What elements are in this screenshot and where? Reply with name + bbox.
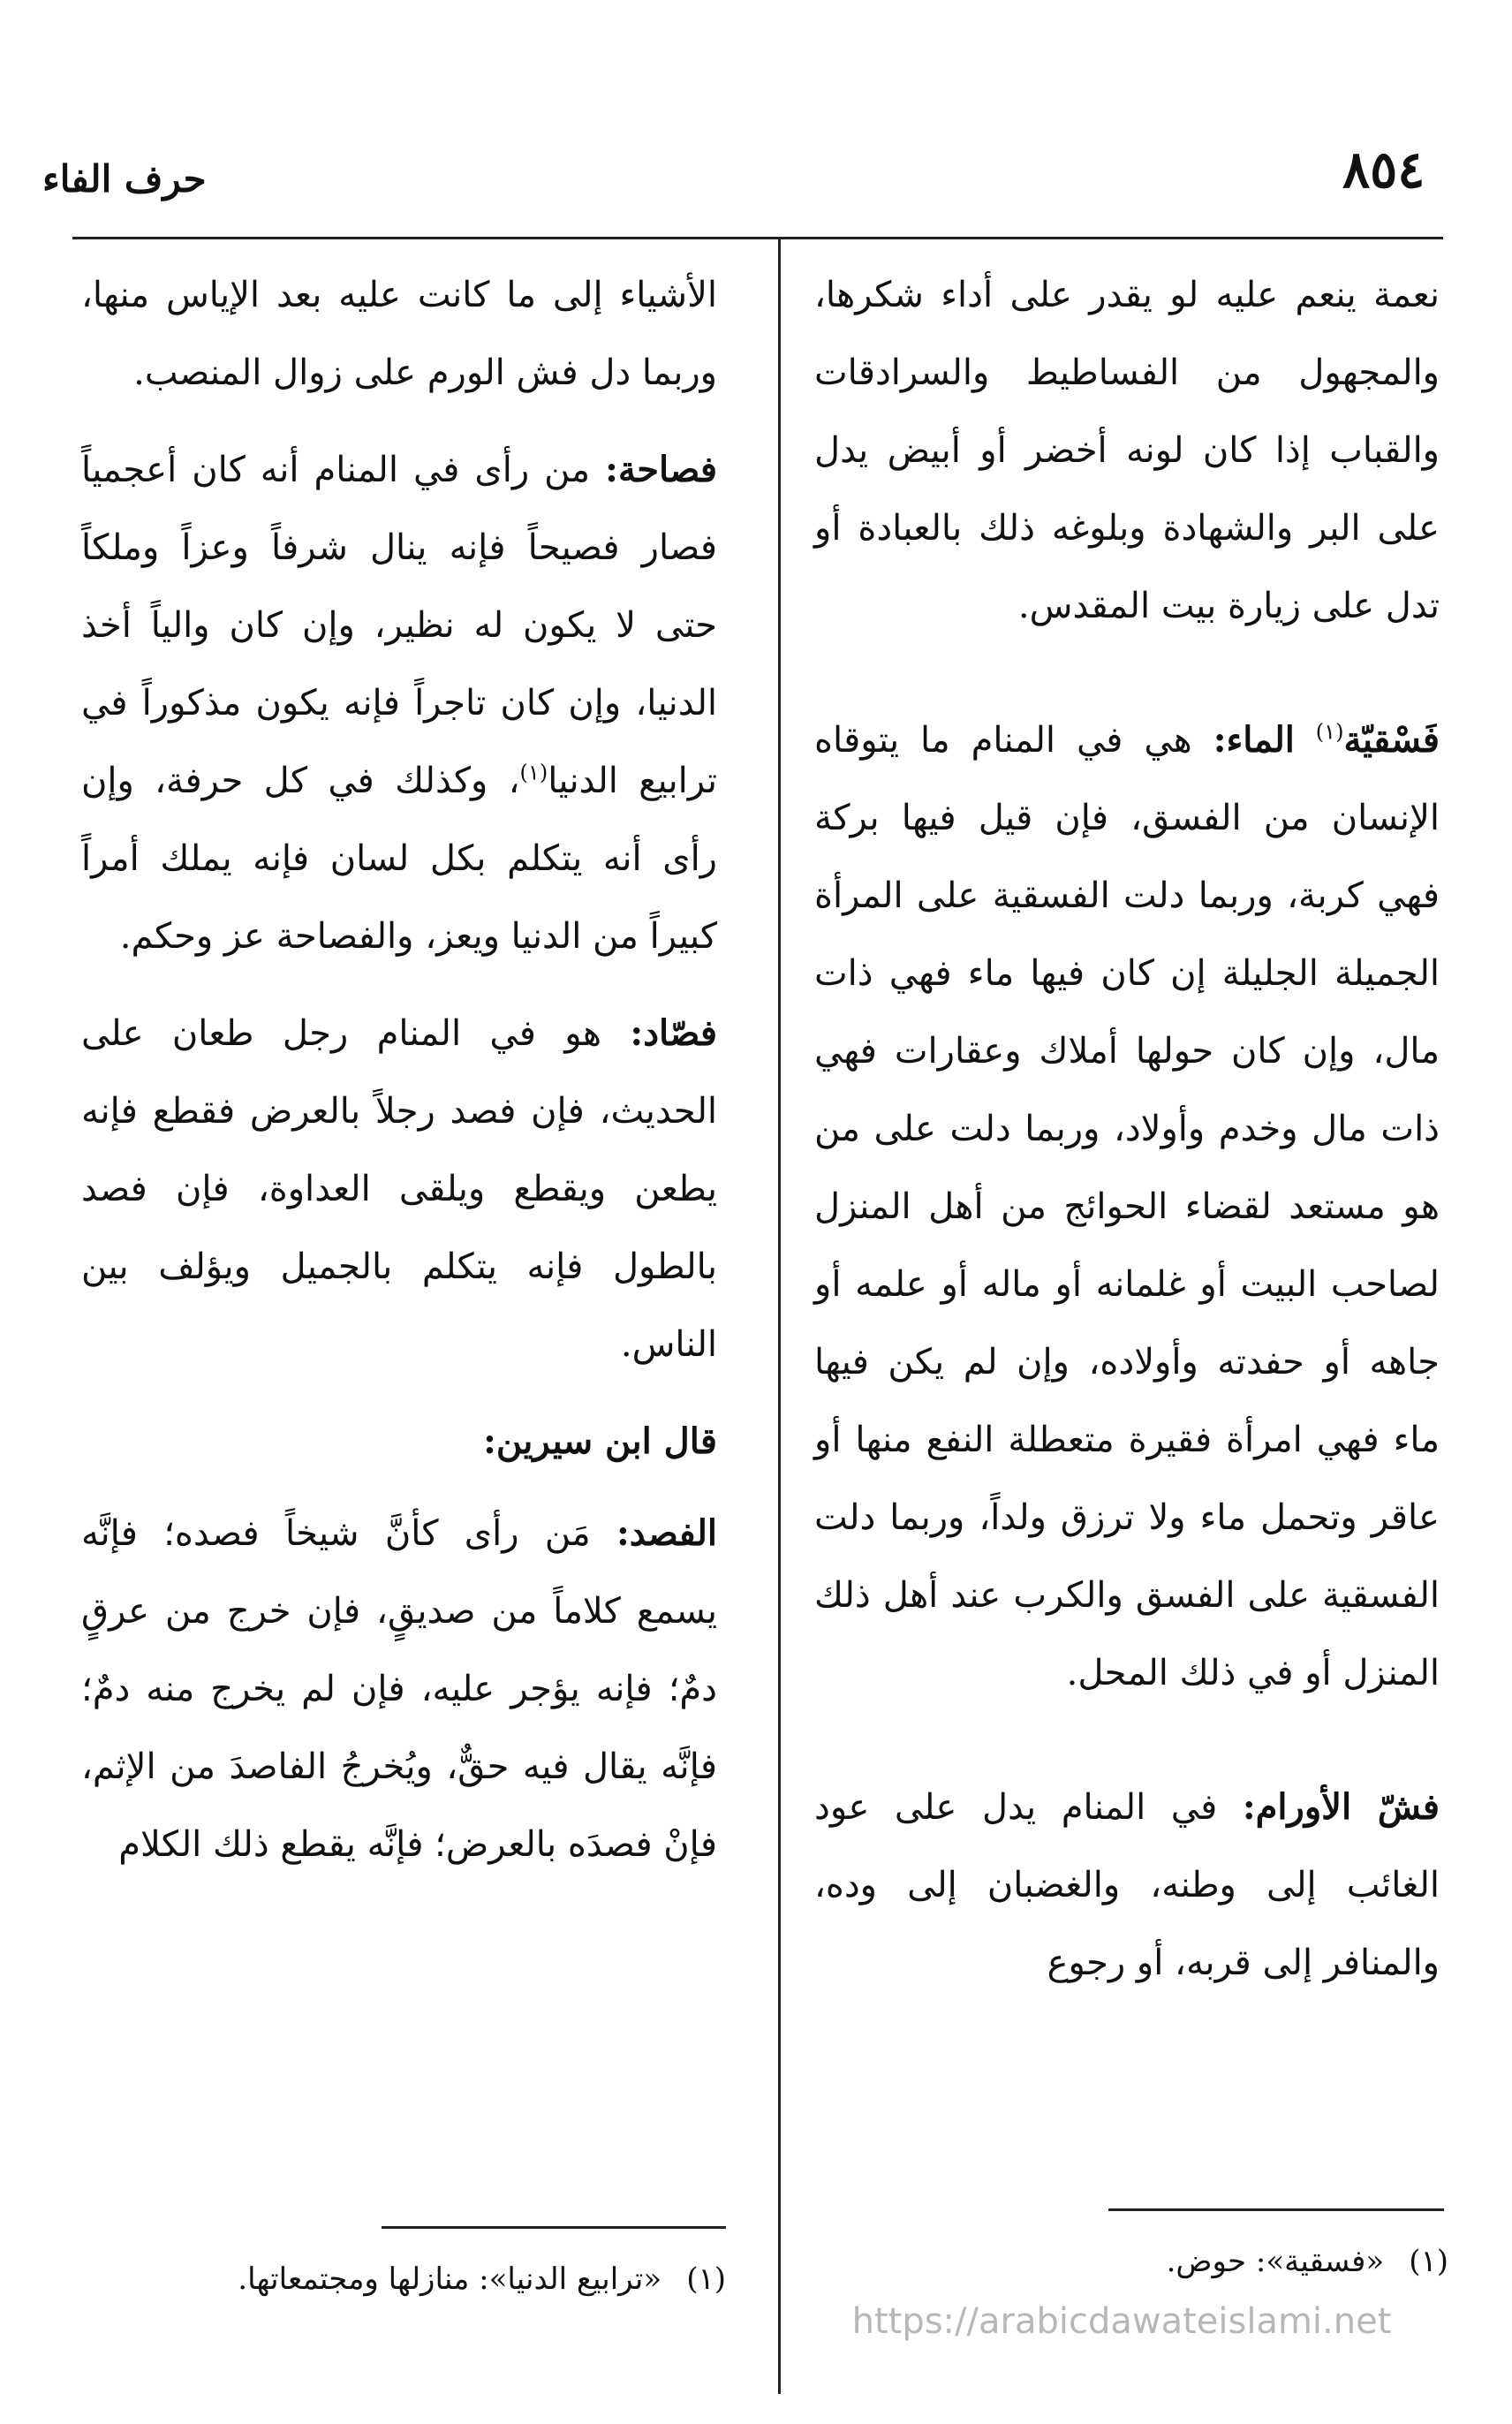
entry-term: الفصد: (616, 1512, 718, 1554)
paragraph-text: الأشياء إلى ما كانت عليه بعد الإياس منها، وربما دل فش الورم على زوال المنصب. (81, 275, 717, 393)
entry-term: الماء: (1213, 719, 1295, 761)
watermark: https://arabicdawateislami.net (851, 2301, 1392, 2342)
entry-text: من رأى في المنام أنه كان أعجمياً فصار فصيحاً فإنه ينال شرفاً وعزاً وملكاً حتى لا يكون له نظير، وإن كان والياً أخذ الدنيا، وإن كان تاجراً فإنه يكون مذكوراً في ترابيع الدنيا (81, 450, 717, 801)
page-number: ٨٥٤ (1342, 140, 1425, 200)
right-column (814, 256, 1440, 2021)
paragraph (81, 256, 717, 412)
entry-term: فصاحة: (605, 449, 718, 490)
column-divider (778, 239, 781, 2394)
footnote-ref: (١) (1315, 719, 1344, 745)
subheading: قال ابن سيرين: (483, 1420, 717, 1462)
footnote-ref: (١) (519, 760, 548, 785)
footnote-number: (١) (686, 2261, 726, 2297)
entry-text: ، وكذلك في كل حرفة، وإن رأى أنه يتكلم بكل لسان فإنه يملك أمراً كبيراً من الدنيا ويعز، والفصاحة عز وحكم. (81, 761, 717, 957)
entry-fashsh-alawram (814, 1769, 1440, 2002)
entry-text: هو في المنام رجل طعان على الحديث، فإن فصد رجلاً بالعرض فقطع فإنه يطعن ويقطع ويلقى العداوة، فإن فصد بالطول فإنه يتكلم بالجميل ويؤلف بين الناس. (81, 1013, 717, 1365)
footnote-rule (382, 2226, 726, 2229)
footnote-number: (١) (1409, 2244, 1448, 2279)
entry-term: فصّاد: (630, 1012, 717, 1054)
entry-text: في المنام يدل على عود الغائب إلى وطنه، والغضبان إلى وده، والمنافر إلى قربه، أو رجوع (814, 1787, 1440, 1983)
header-rule (72, 237, 1443, 239)
footnote-rule (1108, 2208, 1444, 2211)
entry-fasaha (81, 431, 717, 975)
page-header (0, 0, 1512, 230)
entry-term: فَسْقيّة (1343, 719, 1440, 761)
footnote-text: «ترابيع الدنيا»: منازلها ومجتمعاتها. (238, 2261, 662, 2297)
footnote-right (971, 2244, 1448, 2279)
entry-fasd (81, 1495, 717, 1883)
footnote-text: «فسقية»: حوض. (1166, 2244, 1385, 2279)
left-column (81, 256, 717, 1903)
entry-fasqiyya (814, 701, 1440, 1712)
paragraph (814, 256, 1440, 645)
chapter-title: حرف الفاء (42, 157, 207, 201)
entry-text: هي في المنام ما يتوقاه الإنسان من الفسق، فإن قيل فيها بركة فهي كربة، وربما دلت الفسقية على المرأة الجميلة الجليلة إن كان فيها ماء فهي ذات مال، وإن كان حولها أملاك وعقارات فهي ذات مال وخدم وأولاد، وربما دلت على من هو مستعد لقضاء الحوائج من أهل المنزل لصاحب البيت أو غلمانه أو ماله أو علمه أو جاهه أو حفدته وأولاده، وإن لم يكن فيها ماء فهي امرأة فقيرة متعطلة النفع منها أو عاقر وتحمل ماء ولا ترزق ولداً، وربما دلت الفسقية على الفسق والكرب عند أهل ذلك المنزل أو في ذلك المحل. (814, 720, 1440, 1693)
entry-fassad (81, 995, 717, 1383)
entry-term: فشّ الأورام: (1242, 1786, 1440, 1828)
footnote-left (81, 2261, 726, 2297)
paragraph-text: نعمة ينعم عليه لو يقدر على أداء شكرها، والمجهول من الفساطيط والسرادقات والقباب إذا كان لونه أخضر أو أبيض يدل على البر والشهادة وبلوغه ذلك بالعبادة أو تدل على زيارة بيت المقدس. (814, 275, 1440, 626)
entry-text: مَن رأى كأنَّ شيخاً فصده؛ فإنَّه يسمع كلاماً من صديقٍ، فإن خرج من عرقٍ دمٌ؛ فإنه يؤجر عليه، فإن لم يخرج منه دمٌ؛ فإنَّه يقال فيه حقٌّ، ويُخرجُ الفاصدَ من الإثم، فإنْ فصدَه بالعرض؛ فإنَّه يقطع ذلك الكلام (81, 1513, 717, 1865)
